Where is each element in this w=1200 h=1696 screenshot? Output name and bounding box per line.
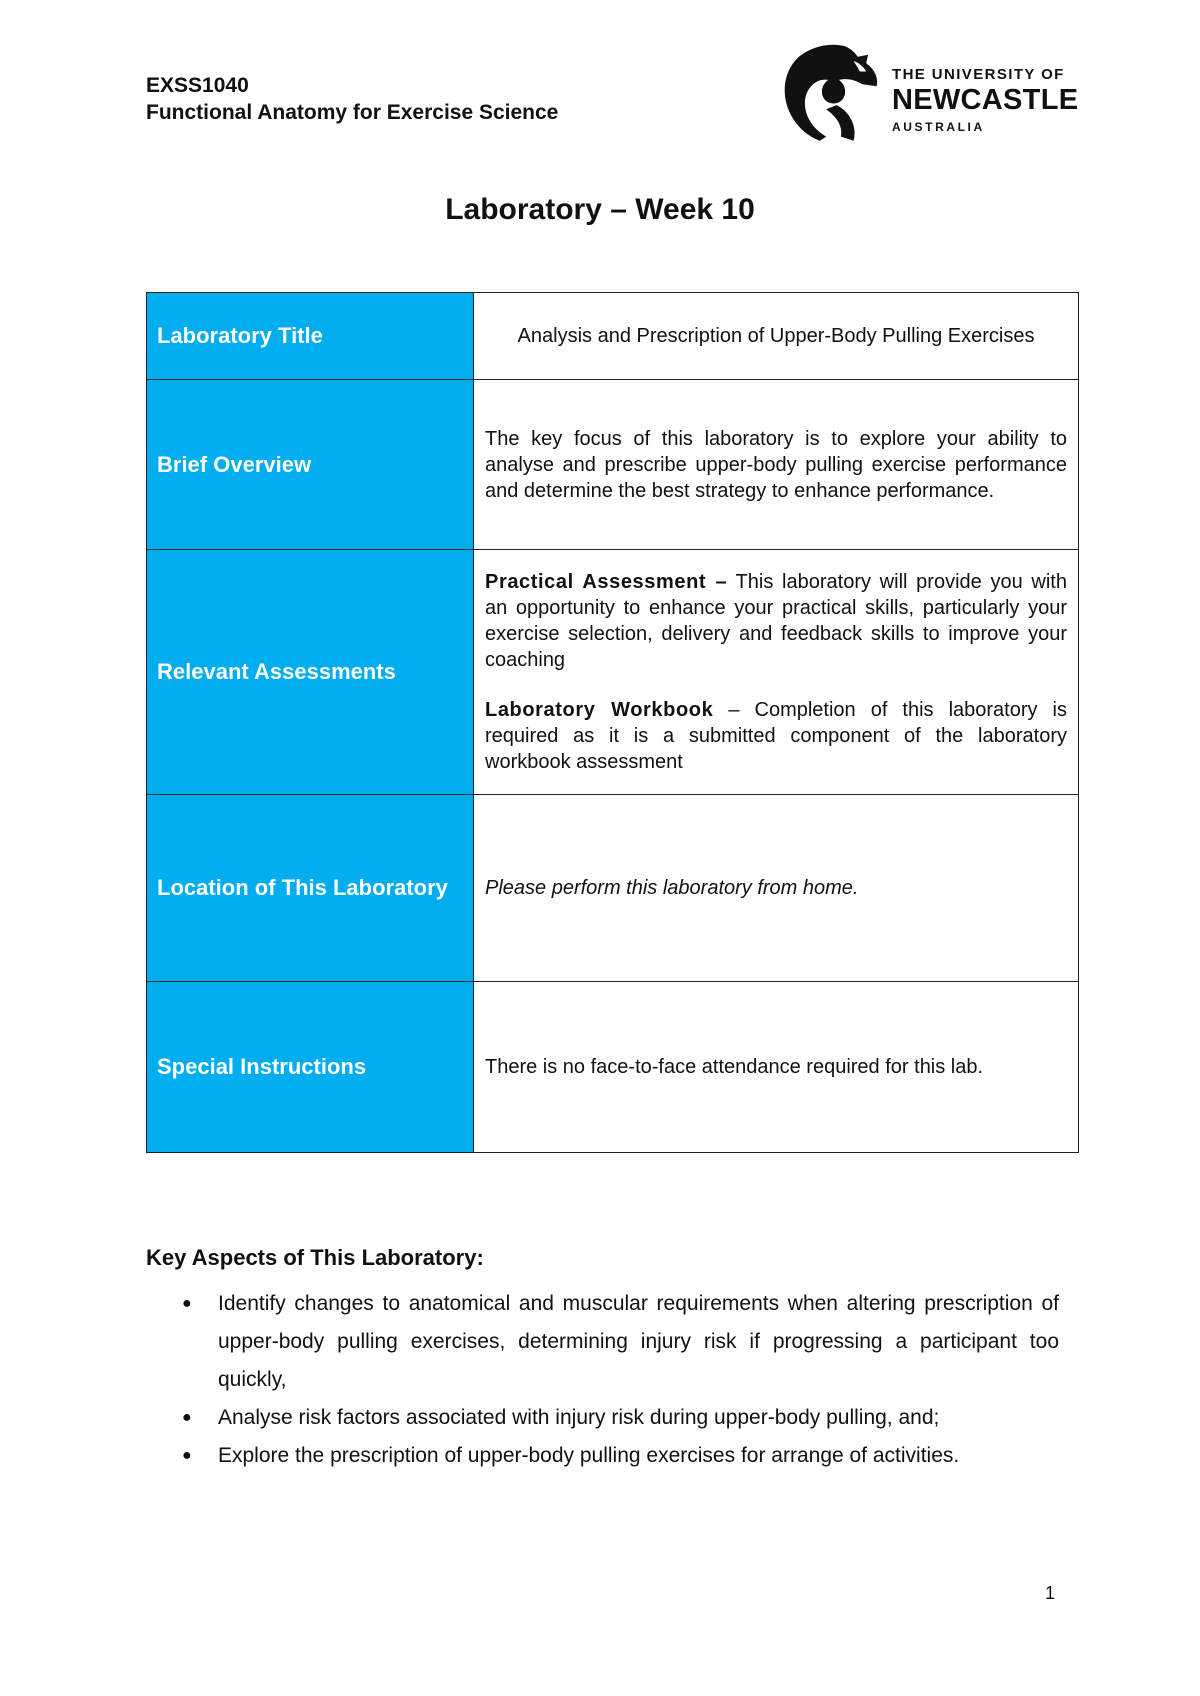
list-item-text: Analyse risk factors associated with injury risk during upper-body pulling, and; xyxy=(218,1406,940,1429)
row-value-laboratory-title: Analysis and Prescription of Upper-Body Pulling Exercises xyxy=(474,293,1079,380)
list-item-text: Explore the prescription of upper-body pulling exercises for arrange of activities. xyxy=(218,1444,960,1467)
row-value-relevant-assessments xyxy=(474,550,1079,795)
row-value-brief-overview: The key focus of this laboratory is to explore your ability to analyse and prescribe upper-body pulling exercise performance and determine the best strategy to enhance performance. xyxy=(474,380,1079,550)
key-aspects-heading: Key Aspects of This Laboratory: xyxy=(146,1245,484,1270)
page-title: Laboratory – Week 10 xyxy=(445,193,755,226)
logo-line-1: THE UNIVERSITY OF xyxy=(892,66,1065,83)
list-item xyxy=(146,1437,1059,1475)
course-code: EXSS1040 xyxy=(146,74,249,97)
table-row xyxy=(147,293,1079,380)
row-label-laboratory-title: Laboratory Title xyxy=(147,293,474,380)
page-number: 1 xyxy=(1045,1583,1056,1603)
row-label-location: Location of This Laboratory xyxy=(147,795,474,982)
list-item xyxy=(146,1285,1059,1399)
bullet-icon: ● xyxy=(182,1447,192,1464)
laboratory-workbook-text: – Completion of this laboratory is required as it is a submitted component of the laboratory workbook assessment xyxy=(485,699,1067,773)
course-name: Functional Anatomy for Exercise Science xyxy=(146,101,559,124)
table-row xyxy=(147,982,1079,1153)
laboratory-workbook-heading: Laboratory Workbook xyxy=(485,699,714,721)
logo-line-2: NEWCASTLE xyxy=(892,84,1079,116)
row-value-location: Please perform this laboratory from home. xyxy=(474,795,1079,982)
lab-info-table xyxy=(146,292,1079,1153)
bullet-icon: ● xyxy=(182,1409,192,1426)
practical-assessment-text: This laboratory will provide you with an opportunity to enhance your practical skills, particularly your exercise selection, delivery and feedback skills to improve your coaching xyxy=(485,571,1067,671)
practical-assessment-heading: Practical Assessment – xyxy=(485,571,728,593)
row-label-relevant-assessments: Relevant Assessments xyxy=(147,550,474,795)
row-value-special-instructions: There is no face-to-face attendance required for this lab. xyxy=(474,982,1079,1153)
key-aspects-list xyxy=(146,1285,1059,1475)
list-item xyxy=(146,1399,1059,1437)
row-label-brief-overview: Brief Overview xyxy=(147,380,474,550)
table-row xyxy=(147,795,1079,982)
logo-line-3: AUSTRALIA xyxy=(892,120,985,134)
practical-assessment-paragraph xyxy=(485,569,1067,673)
laboratory-workbook-paragraph xyxy=(485,697,1067,775)
course-header xyxy=(146,72,558,126)
seahorse-logo-icon xyxy=(780,40,885,145)
row-label-special-instructions: Special Instructions xyxy=(147,982,474,1153)
table-row xyxy=(147,550,1079,795)
table-row xyxy=(147,380,1079,550)
bullet-icon: ● xyxy=(182,1295,192,1312)
list-item-text: Identify changes to anatomical and muscular requirements when altering prescription of upper-body pulling exercises, determining injury risk if progressing a participant too quickly, xyxy=(218,1292,1059,1391)
university-logo xyxy=(780,40,1079,145)
